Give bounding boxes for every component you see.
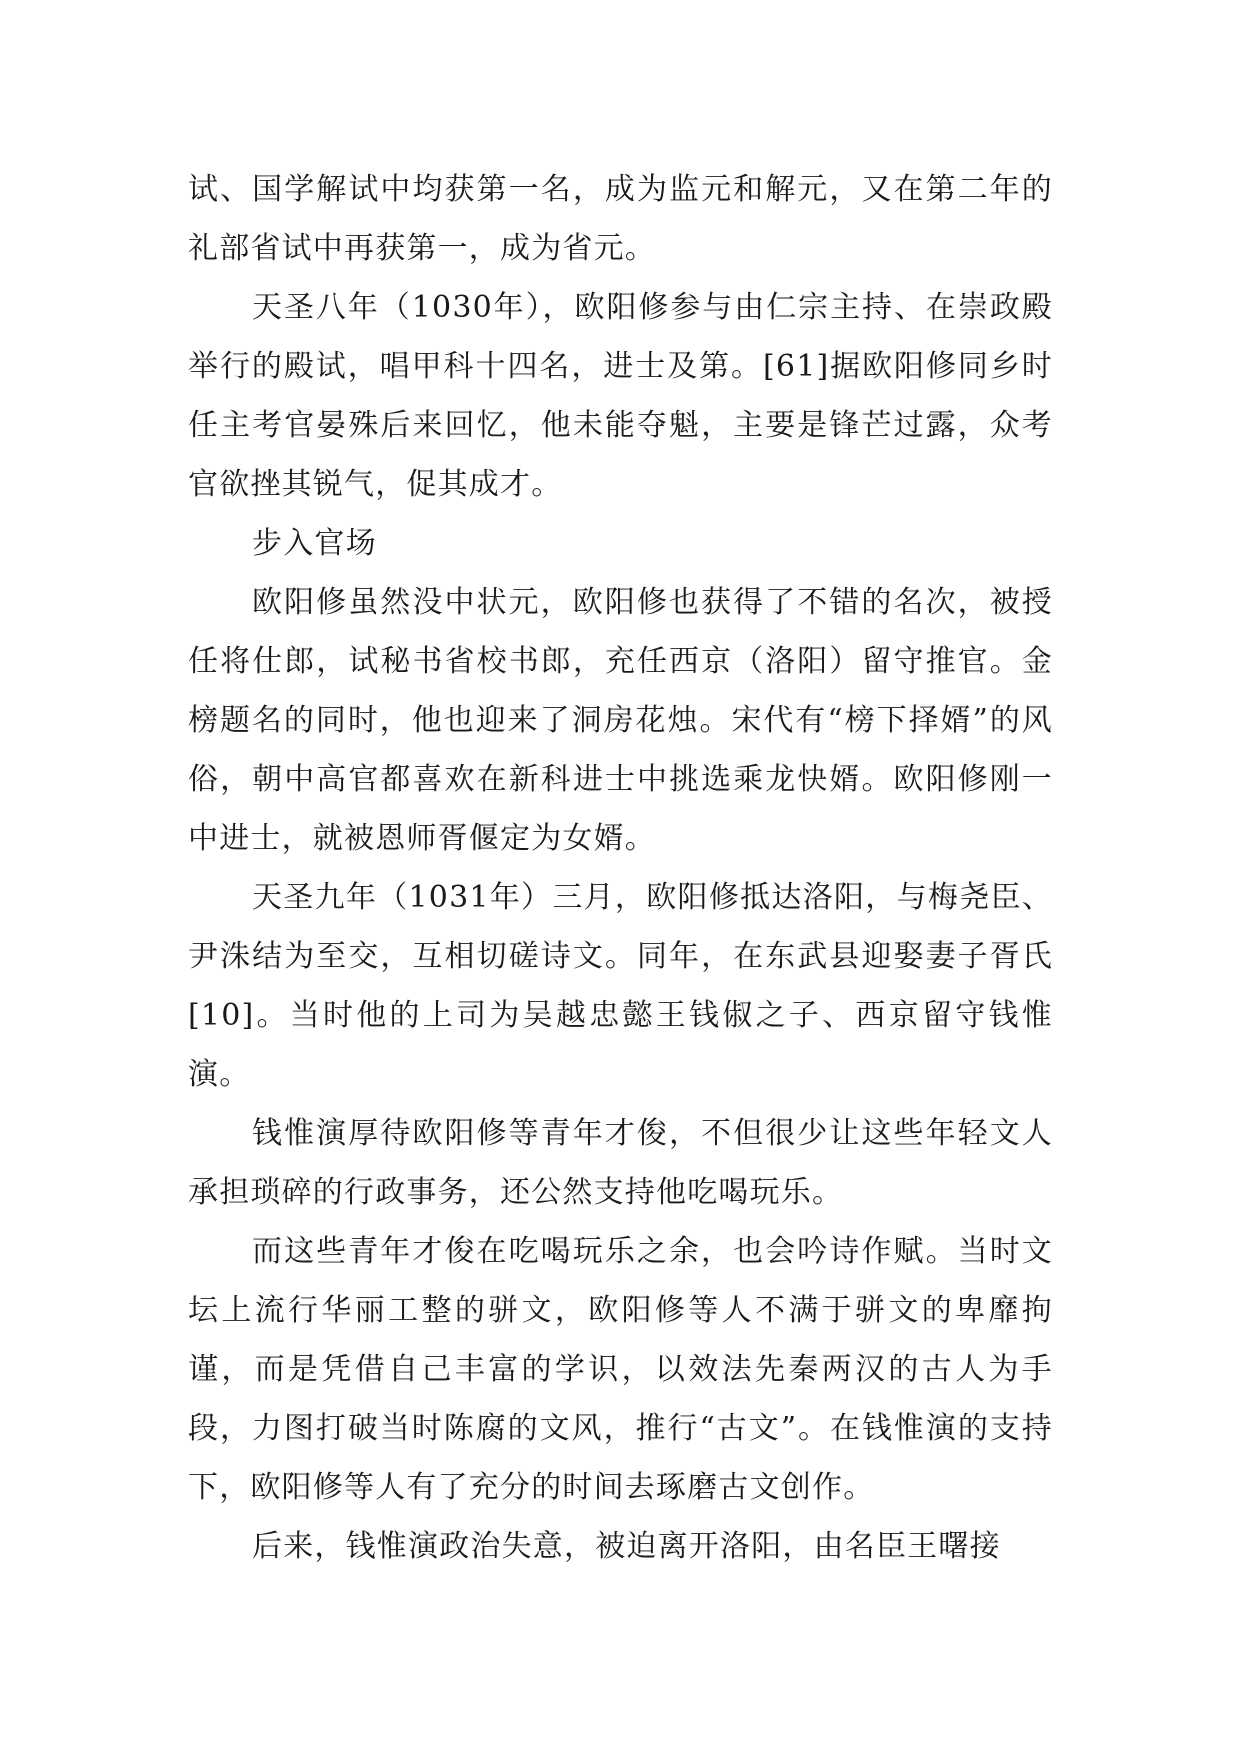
- paragraph-later: 后来，钱惟演政治失意，被迫离开洛阳，由名臣王曙接: [252, 1529, 1001, 1564]
- paragraph-appointment: 欧阳修虽然没中状元，欧阳修也获得了不错的名次，被授任将仕郎，试秘书省校书郎，充任西京（洛阳）留守推官。金榜题名的同时，他也迎来了洞房花烛。宋代有“榜下择婿”的风俗，朝中高官都喜欢在新科进士中挑选乘龙快婿。欧阳修刚一中进士，就被恩师胥偃定为女婿。: [188, 585, 1053, 856]
- paragraph-continuation: 试、国学解试中均获第一名，成为监元和解元，又在第二年的礼部省试中再获第一，成为省元。: [188, 172, 1053, 266]
- paragraph-ancient-prose: 而这些青年才俊在吃喝玩乐之余，也会吟诗作赋。当时文坛上流行华丽工整的骈文，欧阳修等人不满于骈文的卑靡拘谨，而是凭借自己丰富的学识，以效法先秦两汉的古人为手段，力图打破当时陈腐的文风，推行“古文”。在钱惟演的支持下，欧阳修等人有了充分的时间去琢磨古文创作。: [188, 1234, 1053, 1505]
- paragraph-tiansheng-eight: 天圣八年（1030年），欧阳修参与由仁宗主持、在崇政殿举行的殿试，唱甲科十四名，进士及第。[61]据欧阳修同乡时任主考官晏殊后来回忆，他未能夺魁，主要是锋芒过露，众考官欲挫其锐气，促其成才。: [188, 290, 1053, 502]
- paragraph-qian-weiyan: 钱惟演厚待欧阳修等青年才俊，不但很少让这些年轻文人承担琐碎的行政事务，还公然支持他吃喝玩乐。: [188, 1116, 1053, 1210]
- paragraph-tiansheng-nine: 天圣九年（1031年）三月，欧阳修抵达洛阳，与梅尧臣、尹洙结为至交，互相切磋诗文。同年，在东武县迎娶妻子胥氏[10]。当时他的上司为吴越忠懿王钱俶之子、西京留守钱惟演。: [188, 880, 1053, 1092]
- section-heading-entering-officialdom: 步入官场: [252, 526, 377, 561]
- document-body: [188, 160, 1053, 1576]
